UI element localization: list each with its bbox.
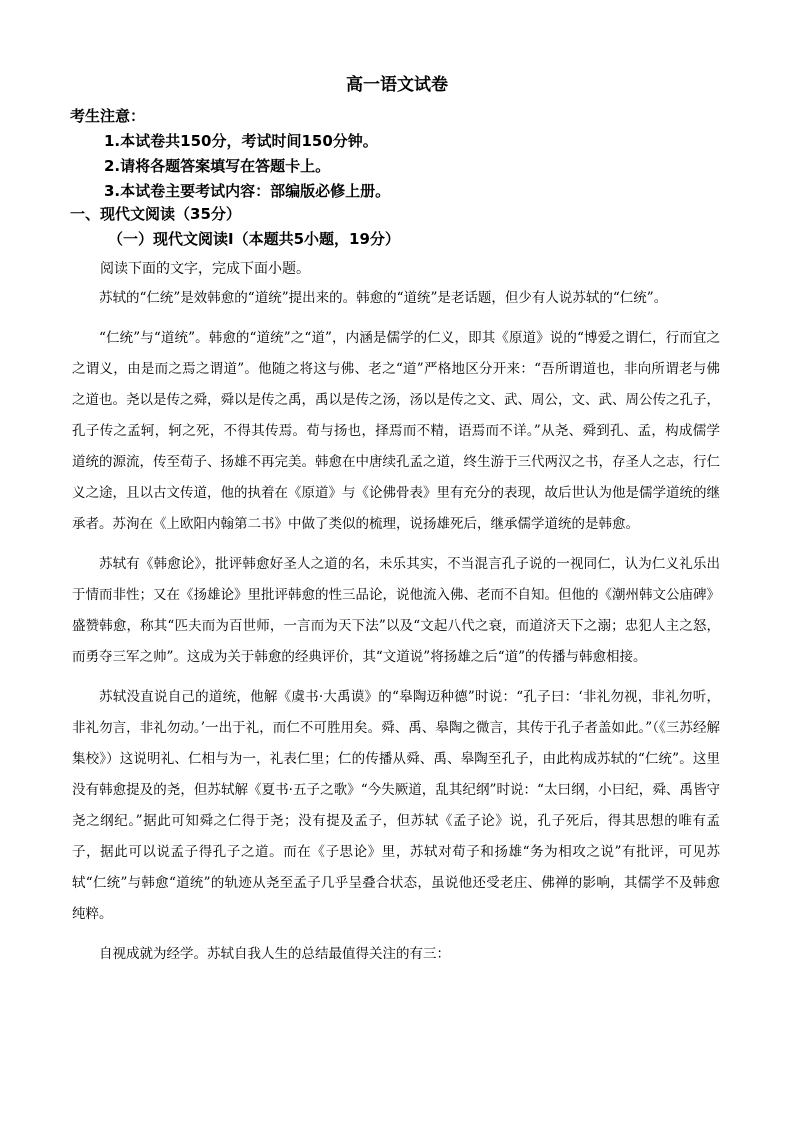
notice-heading: 考生注意： xyxy=(70,107,146,125)
passage-paragraph: “仁统”与“道统”。韩愈的“道统”之“道”，内涵是儒学的仁义，即其《原道》说的“博爱之谓仁，行而宜之之谓义，由是而之焉之谓道”。他随之将这与佛、老之“道”严格地区分开来：“吾所谓道也，非向所谓老与佛之道也。尧以是传之舜，舜以是传之禹，禹以是传之汤，汤以是传之文、武、周公，文、武、周公传之孔子，孔子传之孟轲，轲之死，不得其传焉。荀与扬也，择焉而不精，语焉而不详。”从尧、舜到孔、孟，构成儒学道统的源流，传至荀子、扬雄不再完美。韩愈在中唐续孔孟之道，终生游于三代两汉之书，存圣人之志，行仁义之途，且以古文传道，他的执着在《原道》与《论佛骨表》里有充分的表现，故后世认为他是儒学道统的继承者。苏洵在《上欧阳内翰第二书》中做了类似的梳理，说扬雄死后，继承儒学道统的是韩愈。 xyxy=(72,330,720,532)
reading-passage xyxy=(72,283,720,979)
notice-item-2: 2.请将各题答案填写在答题卡上。 xyxy=(104,157,331,175)
passage-paragraph: 苏轼的“仁统”是效韩愈的“道统”提出来的。韩愈的“道统”是老话题，但少有人说苏轼的“仁统”。 xyxy=(99,290,668,306)
notice-item-1: 1.本试卷共150分，考试时间150分钟。 xyxy=(104,132,378,150)
passage-paragraph: 自视成就为经学。苏轼自我人生的总结最值得关注的有三： xyxy=(99,946,450,962)
notice-item-3: 3.本试卷主要考试内容：部编版必修上册。 xyxy=(104,182,391,200)
section-heading: 一、现代文阅读（35分） xyxy=(70,205,241,223)
subsection-heading: （一）现代文阅读Ⅰ（本题共5小题，19分） xyxy=(108,230,400,248)
page-title: 高一语文试卷 xyxy=(346,75,448,95)
passage-paragraph: 苏轼没直说自己的道统，他解《虞书·大禹谟》的“皋陶迈种德”时说：“孔子曰：‘非礼勿视，非礼勿听，非礼勿言，非礼勿动。’一出于礼，而仁不可胜用矣。舜、禹、皋陶之微言，其传于孔子者盖如此。”（《三苏经解集校》）这说明礼、仁相与为一，礼表仁里；仁的传播从舜、禹、皋陶至孔子，由此构成苏轼的“仁统”。这里没有韩愈提及的尧，但苏轼解《夏书·五子之歌》“今失厥道，乱其纪纲”时说：“太曰纲，小曰纪，舜、禹皆守尧之纲纪。”据此可知舜之仁得于尧；没有提及孟子，但苏轼《孟子论》说，孔子死后，得其思想的唯有孟子，据此可以说孟子得孔子之道。而在《子思论》里，苏轼对荀子和扬雄“务为相攻之说”有批评，可见苏轼“仁统”与韩愈“道统”的轨迹从尧至孟子几乎呈叠合状态，虽说他还受老庄、佛禅的影响，其儒学不及韩愈纯粹。 xyxy=(72,689,720,922)
passage-paragraph: 苏轼有《韩愈论》，批评韩愈好圣人之道的名，未乐其实，不当混言孔子说的一视同仁，认为仁义礼乐出于情而非性；又在《扬雄论》里批评韩愈的性三品论，说他流入佛、老而不自知。但他的《潮州韩文公庙碑》盛赞韩愈，称其“匹夫而为百世师，一言而为天下法”以及“文起八代之衰，而道济天下之溺；忠犯人主之怒，而勇夺三军之帅”。这成为关于韩愈的经典评价，其“文道说”将扬雄之后“道”的传播与韩愈相接。 xyxy=(72,556,720,665)
reading-instruction: 阅读下面的文字，完成下面小题。 xyxy=(100,261,310,277)
